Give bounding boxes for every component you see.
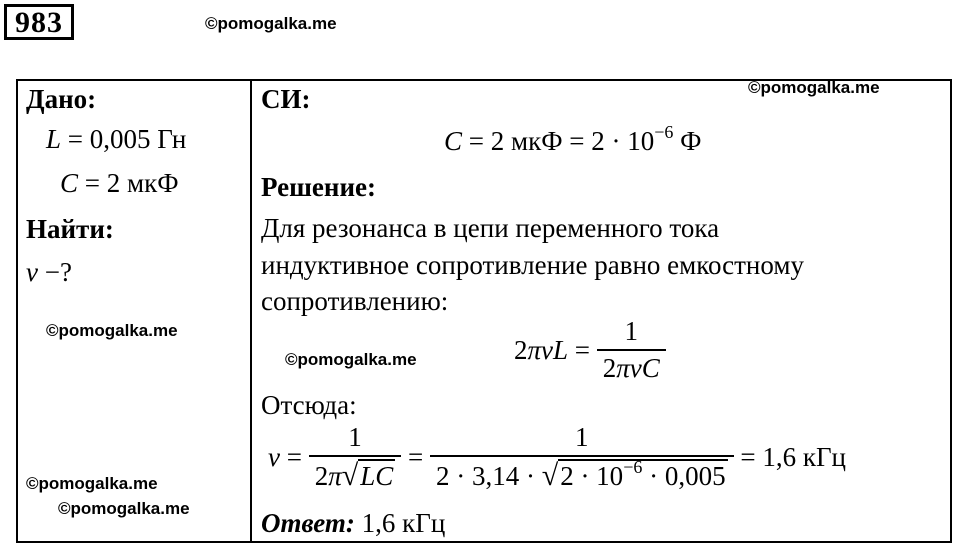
solution-heading: Решение: (261, 172, 376, 202)
equation-fraction: $\frac{1}{2\pi√LC}$ (309, 422, 402, 493)
solution-text-line: Для резонанса в цепи переменного тока (261, 213, 720, 243)
answer-label: Ответ: (261, 508, 355, 538)
equation-fraction: $\frac{1}{\text{2πνC}}$ (597, 316, 666, 384)
given-capacitance: C = 2 мкФ (60, 168, 179, 198)
watermark: ©pomogalka.me (46, 321, 178, 340)
resonance-equation: 2πνL = $\frac{1}{\text{2πνC}}$ (514, 316, 666, 384)
watermark: ©pomogalka.me (285, 350, 417, 369)
find-quantity: ν −? (26, 257, 72, 287)
equation-fraction: $\frac{1}{2 \cdot 3,14 \cdot √2 \cdot 10^{-6} \cdot 0,005}$ (430, 422, 734, 493)
find-heading: Найти: (26, 214, 114, 244)
watermark: ©pomogalka.me (748, 78, 880, 97)
si-heading: СИ: (261, 84, 311, 114)
solution-text-line: индуктивное сопротивление равно емкостному (261, 250, 804, 280)
solution-text-line: сопротивлению: (261, 286, 449, 316)
watermark: ©pomogalka.me (26, 474, 158, 493)
si-conversion: C = 2 мкФ = $2 \cdot 10^{-6}$ Ф (444, 122, 702, 156)
given-heading: Дано: (26, 84, 97, 114)
hence-label: Отсюда: (261, 390, 357, 420)
watermark: ©pomogalka.me (205, 14, 337, 33)
given-inductance: L = 0,005 Гн (46, 124, 187, 154)
problem-number: 983 (4, 4, 74, 40)
answer (261, 508, 445, 539)
frequency-equation: ν = $\frac{1}{2\pi√LC}$ = $\frac{1}{2 \cdot 3,14 \cdot √2 \cdot 10^{-6} \cdot 0,005}$ = 1,6 кГц (268, 422, 846, 492)
answer-value: 1,6 кГц (361, 508, 446, 538)
table-divider (250, 79, 252, 543)
watermark: ©pomogalka.me (58, 499, 190, 518)
